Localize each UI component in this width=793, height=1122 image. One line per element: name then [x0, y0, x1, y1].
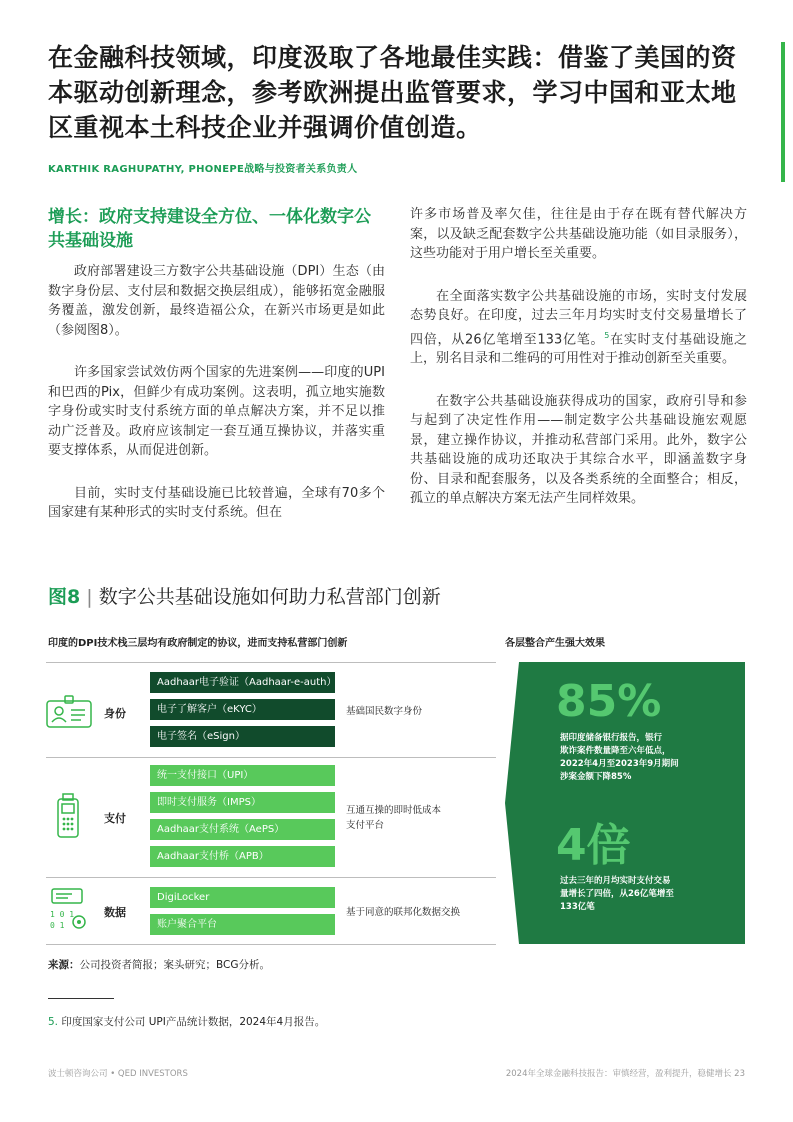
divider — [46, 944, 496, 945]
figure-number: 图8 — [48, 586, 81, 608]
stat-note-line: 欺诈案件数量降至六年低点， — [560, 746, 671, 756]
stat-note-4x — [560, 875, 720, 914]
figure-title — [48, 582, 441, 609]
id-card-icon — [46, 695, 92, 733]
data-item: 账户聚合平台 — [150, 914, 335, 935]
stat-note-line: 2022年4月至2023年9月期间 — [560, 759, 679, 769]
stat-note-line: 133亿笔 — [560, 902, 595, 912]
payments-item: 统一支付接口（UPI） — [150, 765, 335, 786]
stat-note-line: 过去三年的月均实时支付交易 — [560, 876, 671, 886]
footnote-number: 5. — [48, 1016, 59, 1028]
payments-item: Aadhaar支付桥（APB） — [150, 846, 335, 867]
description-line: 支付平台 — [346, 820, 385, 831]
body-text: 在实时支付基础设施之上，别名目录和二维码的可用性对于推动创新至关重要。 — [410, 331, 747, 367]
figure-left-subtitle: 印度的DPI技术栈三层均有政府制定的协议，进而支持私营部门创新 — [48, 638, 348, 649]
data-exchange-icon — [48, 888, 88, 938]
body-paragraph — [410, 287, 747, 369]
footnote — [48, 1014, 325, 1029]
right-column — [410, 205, 747, 532]
pos-terminal-icon — [56, 793, 80, 843]
stat-value-85: 85% — [556, 676, 662, 727]
body-paragraph: 目前，实时支付基础设施已比较普遍，全球有70多个国家建有某种形式的实时支付系统。但在 — [48, 485, 385, 520]
body-paragraph: 在数字公共基础设施获得成功的国家，政府引导和参与起到了决定性作用——制定数字公共基础设施宏观愿景，建立操作协议，并推动私营部门采用。此外，数字公共基础设施的成功还取决于其综合水平，即涵盖数字身份、目录和配套服务，以及各类系统的全面整合；相反，孤立的单点解决方案无法产生同样效果。 — [410, 393, 747, 507]
identity-item: 电子签名（eSign） — [150, 726, 335, 747]
source-text: 公司投资者简报；案头研究；BCG分析。 — [79, 959, 270, 971]
left-column — [48, 205, 385, 546]
accent-sidebar-bar — [781, 42, 785, 182]
footnote-text: 印度国家支付公司 UPI产品统计数据，2024年4月报告。 — [61, 1016, 326, 1028]
figure-title-text: 数字公共基础设施如何助力私营部门创新 — [98, 586, 441, 608]
stat-value-4x: 4倍 — [556, 820, 631, 871]
body-paragraph: 许多国家尝试效仿两个国家的先进案例——印度的UPI和巴西的Pix，但鲜少有成功案例。这表明，孤立地实施数字身份或实时支付系统方面的单点解决方案，并不足以推动广泛普及。政府应该制定一套互通互操协议，并落实重要支撑体系，从而促进创新。 — [48, 365, 385, 458]
figure-separator: | — [86, 586, 93, 608]
layer-description-identity: 基础国民数字身份 — [346, 706, 423, 717]
stat-note-line: 量增长了四倍，从26亿笔增至 — [560, 889, 674, 899]
divider — [46, 757, 496, 758]
payments-item: 即时支付服务（IMPS） — [150, 792, 335, 813]
divider — [46, 662, 496, 663]
layer-label-payments: 支付 — [104, 812, 126, 825]
figure-source — [48, 957, 270, 972]
data-item: DigiLocker — [150, 887, 335, 908]
layer-description-data: 基于同意的联邦化数据交换 — [346, 907, 461, 918]
stat-note-line: 据印度储备银行报告，银行 — [560, 733, 663, 743]
footer-publisher: 波士顿咨询公司 • QED INVESTORS — [48, 1069, 188, 1079]
figure-right-subtitle: 各层整合产生强大效果 — [505, 638, 605, 649]
identity-item: Aadhaar电子验证（Aadhaar-e-auth） — [150, 672, 335, 693]
payments-item: Aadhaar支付系统（AePS） — [150, 819, 335, 840]
footnote-divider — [48, 998, 114, 999]
layer-description-payments — [346, 803, 441, 833]
body-paragraph: 政府部署建设三方数字公共基础设施（DPI）生态（由数字身份层、支付层和数据交换层组成），能够拓宽金融服务覆盖，激发创新，最终造福公众，在新兴市场更是如此（参阅图8）。 — [48, 264, 385, 338]
source-label: 来源： — [48, 959, 80, 971]
svg-text:0 1: 0 1 — [50, 921, 65, 930]
footer-report-title-page: 2024年全球金融科技报告：审慎经营，盈利提升，稳健增长 23 — [505, 1069, 745, 1079]
pull-quote-headline: 在金融科技领域，印度汲取了各地最佳实践：借鉴了美国的资本驱动创新理念，参考欧洲提出监管要求，学习中国和亚太地区重视本土科技企业并强调价值创造。 — [48, 43, 737, 142]
section-title: 增长：政府支持建设全方位、一体化数字公共基础设施 — [48, 207, 371, 251]
divider — [46, 877, 496, 878]
identity-item: 电子了解客户（eKYC） — [150, 699, 335, 720]
body-text: 在全面落实数字公共基础设施的市场，实时支付发展态势良好。在印度，过去三年月均实时支付交易量增长了四倍，从26亿笔增至133亿笔。 — [410, 288, 747, 347]
description-line: 互通互操的即时低成本 — [346, 805, 442, 816]
stat-note-line: 涉案金额下降85% — [560, 772, 632, 782]
quote-attribution: KARTHIK RAGHUPATHY, PHONEPE战略与投资者关系负责人 — [48, 164, 358, 175]
stat-note-85 — [560, 732, 720, 784]
body-paragraph: 许多市场普及率欠佳，往往是由于存在既有替代解决方案，以及缺乏配套数字公共基础设施功能（如目录服务），这些功能对于用户增长至关重要。 — [410, 207, 747, 261]
svg-text:1 0 1: 1 0 1 — [50, 910, 75, 919]
layer-label-identity: 身份 — [104, 707, 126, 720]
footnote-ref[interactable]: 5 — [604, 330, 610, 340]
layer-label-data: 数据 — [104, 906, 126, 919]
